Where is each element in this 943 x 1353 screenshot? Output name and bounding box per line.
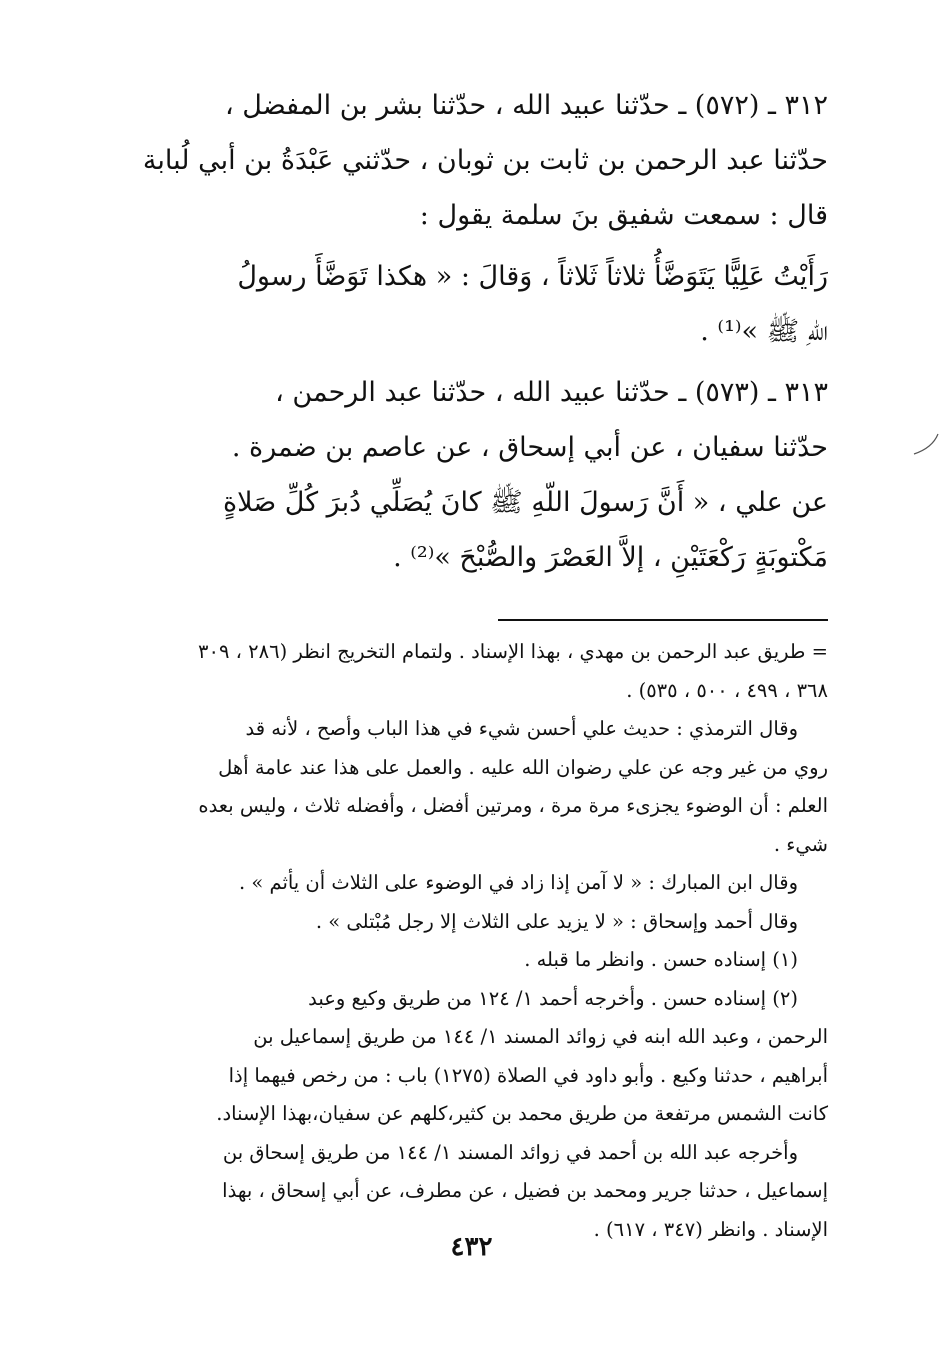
footnote-line: وقال أحمد وإسحاق : « لا يزيد على الثلاث إلا رجل مُبْتلى » . xyxy=(315,909,798,933)
footnote-line: شيء . xyxy=(773,832,828,856)
hadith-312-line-1: ٣١٢ ـ (٥٧٢) ـ حدّثنا عبيد الله ، حدّثنا بشر بن المفضل ، xyxy=(225,90,828,121)
page-number: ٤٣٢ xyxy=(450,1232,493,1262)
hadith-313-line-2: حدّثنا سفيان ، عن أبي إسحاق ، عن عاصم بن ضمرة . xyxy=(231,432,828,463)
footnote-line: الإسناد . وانظر (٣٤٧ ، ٦١٧) . xyxy=(593,1217,828,1241)
hadith-313-matn-line-1: عن علي ، « أَنَّ رَسولَ اللّهِ ﷺ كانَ يُصَلِّي دُبرَ كُلِّ صَلاةٍ xyxy=(223,487,828,518)
footnote-line: العلم : أن الوضوء يجزىء مرة مرة ، ومرتين أفضل ، وأفضله ثلاث ، وليس بعده xyxy=(198,794,828,817)
footnotes xyxy=(128,633,828,1249)
footnote-line: أبراهيم ، حدثنا وكيع . وأبو داود في الصلاة (١٢٧٥) باب : من رخص فيهما إذا xyxy=(228,1063,828,1087)
footnote-2: (٢) إسناده حسن . وأخرجه أحمد ١/ ١٢٤ من طريق وكيع وعبد xyxy=(308,986,798,1010)
page xyxy=(128,78,828,1249)
margin-pen-mark xyxy=(900,430,940,470)
main-text xyxy=(128,78,828,585)
footnote-line: = طريق عبد الرحمن بن مهدي ، بهذا الإسناد . ولتمام التخريج انظر (٢٨٦ ، ٣٠٩ xyxy=(198,640,828,663)
hadith-312-line-3: قال : سمعت شفيق بنَ سلمة يقول : xyxy=(419,200,828,231)
hadith-312-line-2: حدّثنا عبد الرحمن بن ثابت بن ثوبان ، حدّثني عَبْدَةُ بن أبي لُبابة xyxy=(142,145,828,176)
hadith-312-matn-line-2: اللّهِ ﷺ »⁽¹⁾ . xyxy=(700,316,828,347)
hadith-312-matn-line-1: رَأَيْتُ عَلِيًّا يَتَوَضَّأُ ثلاثاً ثَلاثاً ، وَقالَ : « هكذا تَوَضَّأَ رسولُ xyxy=(237,261,828,292)
footnote-line: وأخرجه عبد الله بن أحمد في زوائد المسند ١/ ١٤٤ من طريق إسحاق بن xyxy=(222,1140,798,1164)
footnote-line: الرحمن ، وعبد الله ابنه في زوائد المسند ١/ ١٤٤ من طريق إسماعيل بن xyxy=(253,1025,828,1048)
footnote-line: ٣٦٨ ، ٤٩٩ ، ٥٠٠ ، ٥٣٥) . xyxy=(626,678,828,702)
footnote-separator xyxy=(498,619,828,621)
footnote-line: وقال الترمذي : حديث علي أحسن شيء في هذا الباب وأصح ، لأنه قد xyxy=(245,717,798,740)
footnote-1: (١) إسناده حسن . وانظر ما قبله . xyxy=(524,948,798,971)
footnote-line: كانت الشمس مرتفعة من طريق محمد بن كثير،كلهم عن سفيان،بهذا الإسناد. xyxy=(216,1102,828,1125)
footnote-line: روي من غير وجه عن علي رضوان الله عليه . والعمل على هذا عند عامة أهل xyxy=(218,755,828,779)
hadith-313-matn-line-2: مَكْتوبَةٍ رَكْعَتَيْنِ ، إلاَّ العَصْرَ والصُّبْحَ »⁽²⁾ . xyxy=(393,542,828,573)
footnote-line: وقال ابن المبارك : « لا آمن إذا زاد في الوضوء على الثلاث أن يأثم » . xyxy=(238,871,798,894)
footnote-line: إسماعيل ، حدثنا جرير ومحمد بن فضيل ، عن مطرف، عن أبي إسحاق ، بهذا xyxy=(222,1179,828,1202)
hadith-313-line-1: ٣١٣ ـ (٥٧٣) ـ حدّثنا عبيد الله ، حدّثنا عبد الرحمن ، xyxy=(275,377,828,408)
